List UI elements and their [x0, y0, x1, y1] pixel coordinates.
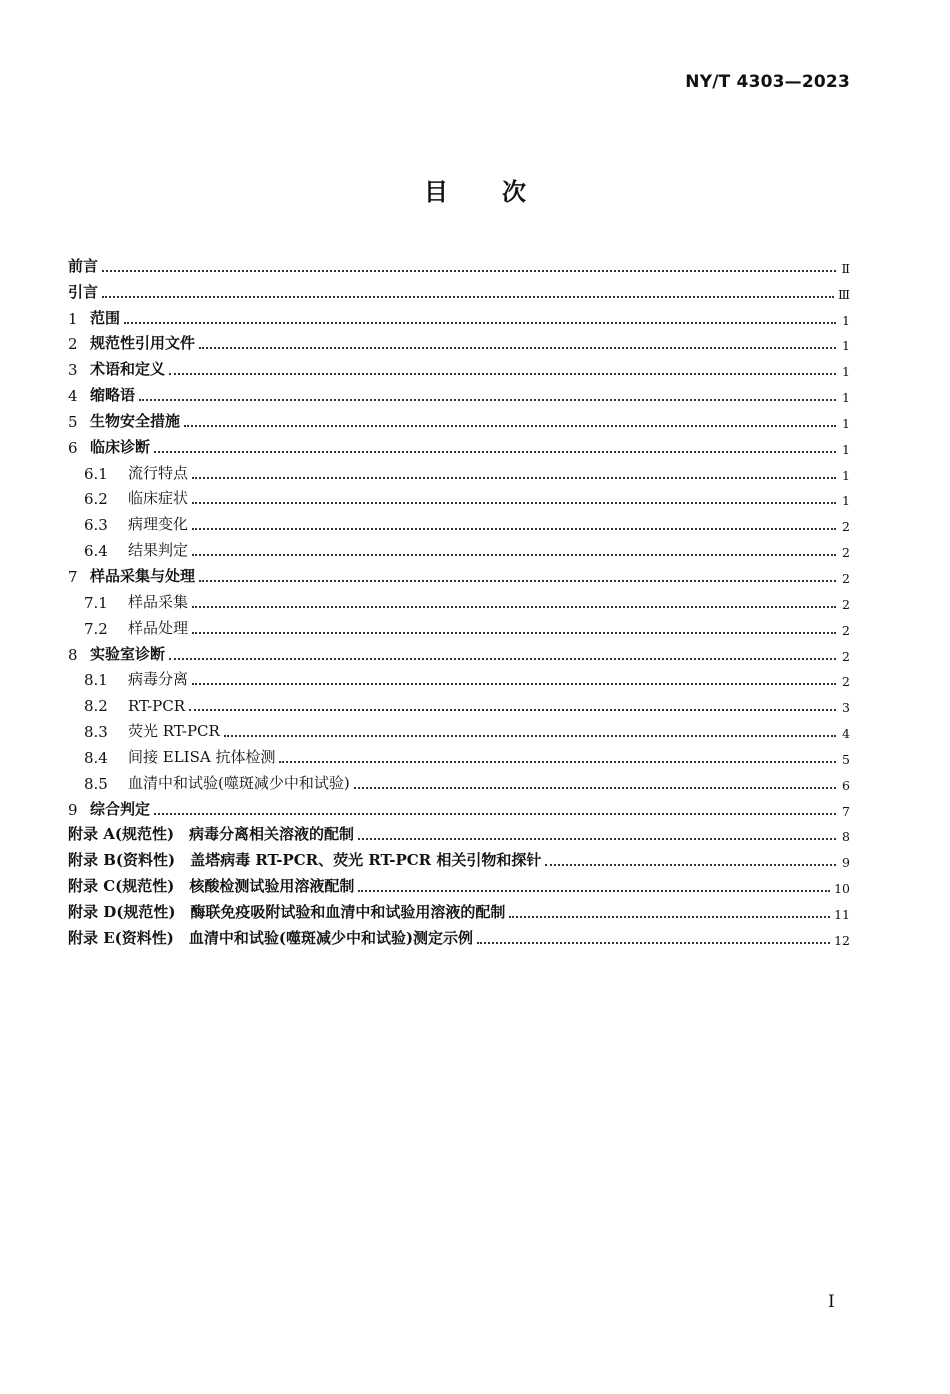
- standard-number: NY/T 4303—2023: [685, 72, 850, 92]
- toc-entry-page: 11: [834, 906, 850, 922]
- toc-entry-page: 1: [842, 338, 850, 354]
- toc-entry-page: 2: [842, 570, 850, 586]
- toc-entry-label: 样品处理: [128, 618, 189, 637]
- toc-entry-label: 附录 A(规范性) 病毒分离相关溶液的配制: [68, 825, 355, 844]
- toc-entry-page: 3: [842, 700, 850, 716]
- toc-entry-number: 6.2: [84, 490, 108, 509]
- toc-dot-leader: [169, 646, 836, 660]
- toc-dot-leader: [192, 465, 836, 479]
- toc-dot-leader: [358, 878, 830, 892]
- toc-entry-page: 1: [842, 467, 850, 483]
- toc-entry[interactable]: [68, 405, 850, 431]
- toc-dot-leader: [154, 801, 836, 815]
- toc-entry-label: 临床症状: [128, 489, 189, 508]
- toc-entry-label: 样品采集与处理: [90, 566, 196, 585]
- toc-entry-number: 8.3: [84, 723, 108, 742]
- toc-entry-page: 10: [834, 881, 850, 897]
- toc-entry[interactable]: [68, 612, 850, 638]
- page-number: I: [828, 1292, 835, 1312]
- toc-dot-leader: [279, 749, 836, 763]
- toc-entry[interactable]: [68, 793, 850, 819]
- toc-entry-label: 样品采集: [128, 592, 189, 611]
- toc-entry-label: 综合判定: [90, 799, 151, 818]
- toc-entry[interactable]: [68, 922, 850, 948]
- toc-entry-page: 12: [834, 932, 850, 948]
- toc-dot-leader: [102, 258, 836, 272]
- toc-entry-number: 5: [68, 412, 78, 431]
- toc-entry[interactable]: [68, 534, 850, 560]
- toc-dot-leader: [192, 490, 836, 504]
- toc-entry[interactable]: [68, 664, 850, 690]
- toc-entry[interactable]: [68, 560, 850, 586]
- toc-dot-leader: [358, 826, 836, 840]
- toc-entry-page: 1: [842, 390, 850, 406]
- toc-entry-number: 6: [68, 438, 78, 457]
- toc-entry-number: 1: [68, 309, 78, 328]
- toc-dot-leader: [192, 542, 836, 556]
- toc-entry-number: 9: [68, 800, 78, 819]
- toc-dot-leader: [199, 335, 836, 349]
- toc-entry-page: 9: [842, 855, 850, 871]
- toc-entry-label: RT-PCR: [128, 697, 186, 716]
- toc-dot-leader: [199, 568, 836, 582]
- toc-dot-leader: [192, 671, 836, 685]
- toc-entry-number: 6.1: [84, 464, 108, 483]
- toc-entry-page: Ⅱ: [841, 260, 850, 276]
- toc-entry-page: 8: [842, 829, 850, 845]
- toc-entry-label: 临床诊断: [90, 437, 151, 456]
- toc-entry-label: 间接 ELISA 抗体检测: [128, 747, 276, 766]
- toc-entry-page: 7: [842, 803, 850, 819]
- toc-entry[interactable]: [68, 483, 850, 509]
- toc-dot-leader: [224, 723, 836, 737]
- toc-entry-label: 结果判定: [128, 541, 189, 560]
- toc-dot-leader: [545, 852, 836, 866]
- toc-entry-label: 前言: [68, 256, 99, 275]
- toc-entry-page: 2: [842, 622, 850, 638]
- toc-entry-label: 病理变化: [128, 515, 189, 534]
- toc-entry-page: 1: [842, 415, 850, 431]
- toc-entry-number: 7.2: [84, 619, 108, 638]
- toc-entry-label: 附录 C(规范性) 核酸检测试验用溶液配制: [68, 877, 355, 896]
- toc-entry-page: 2: [842, 545, 850, 561]
- toc-entry-number: 6.3: [84, 516, 108, 535]
- table-of-contents: [68, 250, 850, 948]
- toc-entry-page: 1: [842, 441, 850, 457]
- toc-entry[interactable]: [68, 302, 850, 328]
- toc-entry-label: 荧光 RT-PCR: [128, 722, 220, 741]
- toc-entry[interactable]: [68, 844, 850, 870]
- toc-entry-page: 4: [842, 726, 850, 742]
- toc-entry[interactable]: [68, 870, 850, 896]
- toc-entry-label: 实验室诊断: [90, 644, 166, 663]
- toc-entry[interactable]: [68, 328, 850, 354]
- toc-dot-leader: [192, 516, 836, 530]
- toc-entry-number: 8.2: [84, 697, 108, 716]
- toc-entry-page: 2: [842, 596, 850, 612]
- toc-entry-label: 流行特点: [128, 463, 189, 482]
- toc-entry-label: 术语和定义: [90, 360, 166, 379]
- toc-entry[interactable]: [68, 896, 850, 922]
- toc-dot-leader: [169, 361, 836, 375]
- toc-entry-number: 3: [68, 361, 78, 380]
- toc-dot-leader: [509, 904, 830, 918]
- toc-entry-number: 4: [68, 387, 78, 406]
- toc-dot-leader: [139, 387, 836, 401]
- toc-entry[interactable]: [68, 276, 850, 302]
- toc-entry-label: 血清中和试验(噬斑减少中和试验): [128, 773, 350, 792]
- toc-entry-number: 6.4: [84, 542, 108, 561]
- toc-entry-label: 生物安全措施: [90, 411, 181, 430]
- toc-entry-page: 1: [842, 364, 850, 380]
- toc-entry-label: 缩略语: [90, 386, 136, 405]
- toc-entry[interactable]: [68, 689, 850, 715]
- toc-entry-label: 范围: [90, 308, 121, 327]
- toc-entry-number: 8.5: [84, 774, 108, 793]
- toc-entry-number: 8.4: [84, 748, 108, 767]
- toc-entry-page: 2: [842, 648, 850, 664]
- toc-entry-page: Ⅲ: [837, 286, 850, 302]
- toc-dot-leader: [184, 413, 836, 427]
- toc-entry-label: 规范性引用文件: [90, 334, 196, 353]
- toc-entry[interactable]: [68, 431, 850, 457]
- toc-entry-label: 引言: [68, 282, 99, 301]
- toc-entry[interactable]: [68, 379, 850, 405]
- toc-entry[interactable]: [68, 586, 850, 612]
- toc-entry-label: 病毒分离: [128, 670, 189, 689]
- toc-entry-page: 2: [842, 674, 850, 690]
- toc-dot-leader: [124, 310, 836, 324]
- toc-entry-number: 2: [68, 335, 78, 354]
- toc-entry-page: 2: [842, 519, 850, 535]
- toc-entry-page: 1: [842, 493, 850, 509]
- toc-entry[interactable]: [68, 250, 850, 276]
- toc-entry-number: 8: [68, 645, 78, 664]
- toc-entry-number: 7.1: [84, 593, 108, 612]
- page-title: 目次: [424, 177, 580, 206]
- toc-dot-leader: [354, 775, 836, 789]
- toc-entry[interactable]: [68, 741, 850, 767]
- toc-entry-label: 附录 E(资料性) 血清中和试验(噬斑减少中和试验)测定示例: [68, 928, 474, 947]
- toc-entry[interactable]: [68, 353, 850, 379]
- toc-dot-leader: [477, 930, 830, 944]
- toc-entry-number: 7: [68, 567, 78, 586]
- toc-entry[interactable]: [68, 638, 850, 664]
- toc-entry-page: 6: [842, 777, 850, 793]
- toc-entry[interactable]: [68, 715, 850, 741]
- toc-entry[interactable]: [68, 767, 850, 793]
- toc-entry-label: 附录 D(规范性) 酶联免疫吸附试验和血清中和试验用溶液的配制: [68, 902, 506, 921]
- toc-entry[interactable]: [68, 819, 850, 845]
- toc-entry-page: 1: [842, 312, 850, 328]
- toc-dot-leader: [102, 284, 834, 298]
- toc-dot-leader: [192, 620, 836, 634]
- toc-dot-leader: [189, 697, 836, 711]
- toc-entry-number: 8.1: [84, 671, 108, 690]
- toc-entry[interactable]: [68, 508, 850, 534]
- toc-dot-leader: [154, 439, 836, 453]
- toc-entry-label: 附录 B(资料性) 盖塔病毒 RT-PCR、荧光 RT-PCR 相关引物和探针: [68, 851, 542, 870]
- toc-dot-leader: [192, 594, 836, 608]
- toc-entry-page: 5: [842, 751, 850, 767]
- toc-entry[interactable]: [68, 457, 850, 483]
